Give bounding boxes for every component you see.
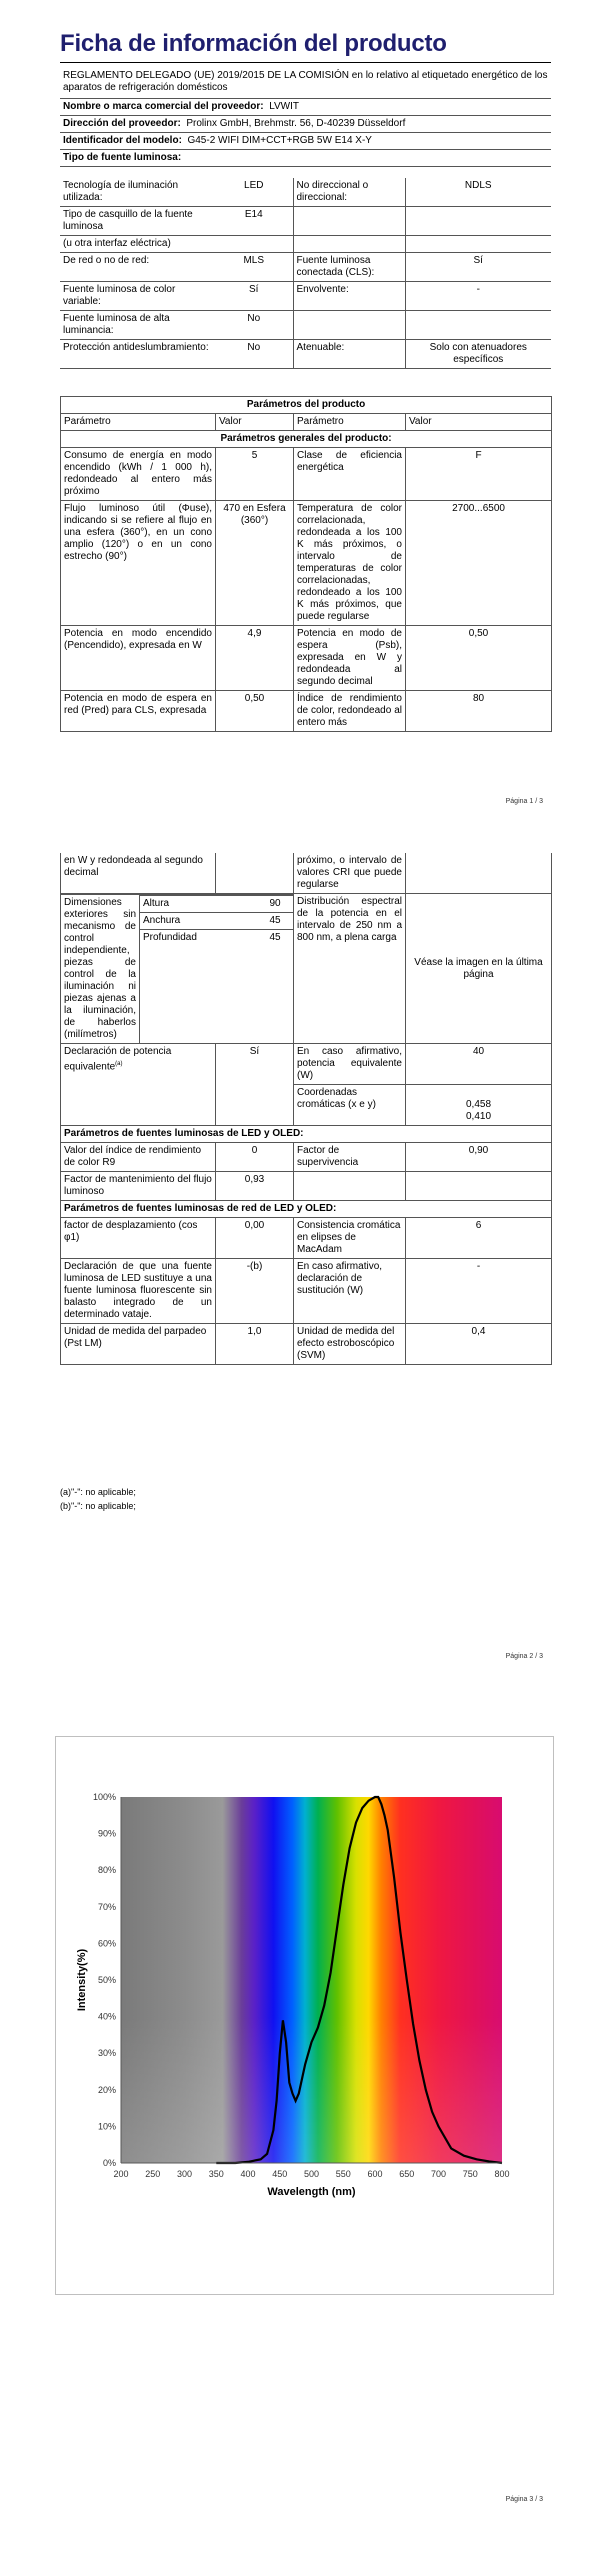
consistency-label: Consistencia cromática en elipses de MacAdam (294, 1218, 406, 1259)
dimension-name: Altura (140, 896, 257, 913)
source-label-2 (293, 311, 405, 340)
y-tick-label: 90% (97, 1828, 116, 1839)
cont-left-text: en W y redondeada al segundo decimal (61, 853, 216, 894)
source-label-2: No direccional o direccional: (293, 178, 405, 207)
col-param-1: Parámetro (61, 414, 216, 431)
general-value: 0,50 (216, 691, 294, 732)
page-2 (0, 853, 603, 1706)
y-tick-label: 40% (97, 2011, 116, 2022)
source-label: Tipo de casquillo de la fuente luminosa (60, 207, 215, 236)
general-label: Potencia en modo encendido (Pencendido), expresada en W (61, 626, 216, 691)
source-value: No (215, 340, 293, 369)
page-title: Ficha de información del producto (60, 30, 447, 57)
x-tick-label: 200 (113, 2169, 129, 2179)
general-label-2: Clase de eficiencia energética (294, 448, 406, 501)
model-row (60, 133, 551, 150)
consistency-value: 6 (406, 1218, 552, 1259)
page-3 (0, 1706, 603, 2559)
x-tick-label: 450 (272, 2169, 288, 2179)
power-decl-value: Sí (216, 1044, 294, 1085)
page-number-3: Página 3 / 3 (505, 2496, 543, 2503)
col-param-2: Parámetro (294, 414, 406, 431)
spectral-chart (56, 1737, 553, 2294)
equiv-power-value: 40 (406, 1044, 552, 1085)
fluor-decl-label: En caso afirmativo, declaración de sustitución (W) (294, 1259, 406, 1324)
general-value: 470 en Esfera (360°) (216, 501, 294, 626)
chroma-y: 0,410 (465, 1111, 492, 1122)
fluor-label: Declaración de que una fuente luminosa de LED sustituye a una fuente luminosa fluorescente sin balasto integrado de un determinado vataje. (61, 1259, 216, 1324)
chroma-x: 0,458 (465, 1099, 492, 1110)
source-row (60, 207, 551, 236)
general-row (61, 501, 552, 626)
footnote-b: (b)"-": no aplicable; (60, 1501, 136, 1511)
params-general-heading: Parámetros generales del producto: (61, 431, 552, 448)
flicker-value: 1,0 (216, 1324, 294, 1365)
flicker-label: Unidad de medida del parpadeo (Pst LM) (61, 1324, 216, 1365)
params-product-heading: Parámetros del producto (61, 397, 552, 414)
spectral-value: Véase la imagen en la última página (406, 894, 552, 1044)
dimension-value: 90 (257, 896, 293, 913)
maint-label: Factor de mantenimiento del flujo luminoso (61, 1172, 216, 1201)
dimensions-label: Dimensiones exteriores sin mecanismo de control independiente, piezas de control de la iluminación ni piezas ajenas a la iluminación, de haberlos (milímetros) (61, 895, 140, 1044)
supplier-address-row (60, 116, 551, 133)
survival-label: Factor de supervivencia (294, 1143, 406, 1172)
survival-value: 0,90 (406, 1143, 552, 1172)
chroma-label: Coordenadas cromáticas (x e y) (294, 1085, 406, 1126)
general-value: 4,9 (216, 626, 294, 691)
x-tick-label: 500 (303, 2169, 320, 2179)
page-number: Página 1 / 3 (505, 798, 543, 805)
dimension-value: 45 (257, 930, 293, 947)
general-label: Flujo luminoso útil (Φuse), indicando si se refiere al flujo en una esfera (360°), en un cono amplio (120°) o en un cono estrecho (90°) (61, 501, 216, 626)
source-value: Sí (215, 282, 293, 311)
dimension-row (140, 896, 293, 913)
x-tick-label: 300 (176, 2169, 193, 2179)
y-axis-label: Intensity(%) (76, 1948, 88, 2012)
dimension-value: 45 (257, 913, 293, 930)
y-tick-label: 80% (97, 1865, 116, 1876)
power-decl-label: Declaración de potencia equivalente (64, 1046, 172, 1073)
y-tick-label: 60% (97, 1938, 116, 1949)
x-tick-label: 750 (462, 2169, 478, 2179)
x-tick-label: 800 (494, 2169, 510, 2179)
general-value-2: 0,50 (406, 626, 552, 691)
footnote-a: (a)"-": no aplicable; (60, 1487, 136, 1497)
source-row (60, 311, 551, 340)
x-axis-label: Wavelength (nm) (267, 2186, 356, 2198)
fluor-decl-value: - (406, 1259, 552, 1324)
source-label: Tecnología de iluminación utilizada: (60, 178, 215, 207)
general-row (61, 626, 552, 691)
source-label-2: Atenuable: (293, 340, 405, 369)
x-tick-label: 650 (399, 2169, 415, 2179)
supplier-name-label: Nombre o marca comercial del proveedor: (63, 101, 264, 112)
general-value-2: 80 (406, 691, 552, 732)
source-label: (u otra interfaz eléctrica) (60, 236, 215, 253)
y-tick-label: 0% (102, 2158, 116, 2168)
title-divider (60, 62, 551, 63)
x-tick-label: 250 (145, 2169, 161, 2179)
source-row (60, 340, 551, 369)
disp-value: 0,00 (216, 1218, 294, 1259)
parameters-table-continued (60, 853, 552, 1365)
general-row (61, 691, 552, 732)
source-label-2 (293, 207, 405, 236)
supplier-table (60, 68, 551, 167)
x-tick-label: 550 (335, 2169, 351, 2179)
general-value-2: 2700...6500 (406, 501, 552, 626)
dimension-row (140, 913, 293, 930)
x-tick-label: 400 (240, 2169, 256, 2179)
y-tick-label: 30% (97, 2048, 116, 2059)
general-value-2: F (406, 448, 552, 501)
source-label: Fuente luminosa de color variable: (60, 282, 215, 311)
supplier-address-label: Dirección del proveedor: (63, 118, 181, 129)
source-value: LED (215, 178, 293, 207)
dimension-row (140, 930, 293, 947)
y-tick-label: 20% (97, 2084, 116, 2095)
source-table (60, 178, 551, 369)
general-value: 5 (216, 448, 294, 501)
x-tick-label: 350 (208, 2169, 224, 2179)
chart-frame (55, 1736, 554, 2295)
power-decl-note: (a) (115, 1061, 123, 1067)
led-mains-heading: Parámetros de fuentes luminosas de red de LED y OLED: (61, 1201, 552, 1218)
model-identifier: G45-2 WIFI DIM+CCT+RGB 5W E14 X-Y (187, 135, 372, 146)
dimension-name: Anchura (140, 913, 257, 930)
source-value: E14 (215, 207, 293, 236)
cont-right-text: próximo, o intervalo de valores CRI que puede regularse (294, 853, 406, 894)
source-value: No (215, 311, 293, 340)
source-row (60, 253, 551, 282)
general-row (61, 448, 552, 501)
supplier-name-row (60, 99, 551, 116)
y-tick-label: 50% (97, 1975, 116, 1985)
general-label-2: Temperatura de color correlacionada, redondeada a los 100 K más próximos, o intervalo de temperaturas de color correlacionadas, redondeado a los 100 K más próximos, que puede regularse (294, 501, 406, 626)
source-type-heading: Tipo de fuente luminosa: (60, 150, 551, 167)
y-tick-label: 10% (97, 2121, 116, 2132)
source-value-2: - (405, 282, 551, 311)
dimension-name: Profundidad (140, 930, 257, 947)
col-value-2: Valor (406, 414, 552, 431)
source-row (60, 178, 551, 207)
dimensions-cell (61, 894, 294, 1044)
source-value-2: Sí (405, 253, 551, 282)
col-value-1: Valor (216, 414, 294, 431)
general-label: Consumo de energía en modo encendido (kWh / 1 000 h), redondeado al entero más próximo (61, 448, 216, 501)
source-value-2 (405, 236, 551, 253)
source-value-2 (405, 311, 551, 340)
source-label-2 (293, 236, 405, 253)
equiv-power-label: En caso afirmativo, potencia equivalente (W) (294, 1044, 406, 1085)
supplier-name: LVWIT (269, 101, 300, 112)
source-value-2 (405, 207, 551, 236)
supplier-address: Prolinx GmbH, Brehmstr. 56, D-40239 Düsseldorf (186, 118, 406, 129)
source-value (215, 236, 293, 253)
footnotes (60, 1485, 136, 1513)
source-label: Protección antideslumbramiento: (60, 340, 215, 369)
source-label-2: Fuente luminosa conectada (CLS): (293, 253, 405, 282)
source-value: MLS (215, 253, 293, 282)
source-row (60, 236, 551, 253)
r9-label: Valor del índice de rendimiento de color R9 (61, 1143, 216, 1172)
r9-value: 0 (216, 1143, 294, 1172)
source-row (60, 282, 551, 311)
fluor-value: -(b) (216, 1259, 294, 1324)
y-tick-label: 100% (92, 1792, 116, 1802)
disp-label: factor de desplazamiento (cos φ1) (61, 1218, 216, 1259)
source-value-2: NDLS (405, 178, 551, 207)
y-tick-label: 70% (97, 1901, 116, 1912)
general-label: Potencia en modo de espera en red (Pred) para CLS, expresada (61, 691, 216, 732)
page-1 (0, 0, 603, 853)
general-label-2: Índice de rendimiento de color, redondeado al entero más (294, 691, 406, 732)
source-value-2: Solo con atenuadores específicos (405, 340, 551, 369)
spectrum-overlay (121, 1797, 502, 2163)
source-label: Fuente luminosa de alta luminancia: (60, 311, 215, 340)
power-decl-cell (61, 1044, 216, 1085)
x-tick-label: 700 (430, 2169, 447, 2179)
parameters-table (60, 396, 552, 732)
spectral-label: Distribución espectral de la potencia en el intervalo de 250 nm a 800 nm, a plena carga (294, 894, 406, 1044)
source-label: De red o no de red: (60, 253, 215, 282)
maint-value: 0,93 (216, 1172, 294, 1201)
source-label-2: Envolvente: (293, 282, 405, 311)
chroma-values (406, 1085, 552, 1126)
x-tick-label: 600 (367, 2169, 383, 2179)
general-label-2: Potencia en modo de espera (Psb), expresada en W y redondeada al segundo decimal (294, 626, 406, 691)
strobe-label: Unidad de medida del efecto estroboscópico (SVM) (294, 1324, 406, 1365)
page-number-2: Página 2 / 3 (505, 1653, 543, 1660)
model-label: Identificador del modelo: (63, 135, 182, 146)
led-oled-heading: Parámetros de fuentes luminosas de LED y OLED: (61, 1126, 552, 1143)
strobe-value: 0,4 (406, 1324, 552, 1365)
regulation-text: REGLAMENTO DELEGADO (UE) 2019/2015 DE LA COMISIÓN en lo relativo al etiquetado energético de los aparatos de refrigeración domésticos (60, 68, 551, 99)
